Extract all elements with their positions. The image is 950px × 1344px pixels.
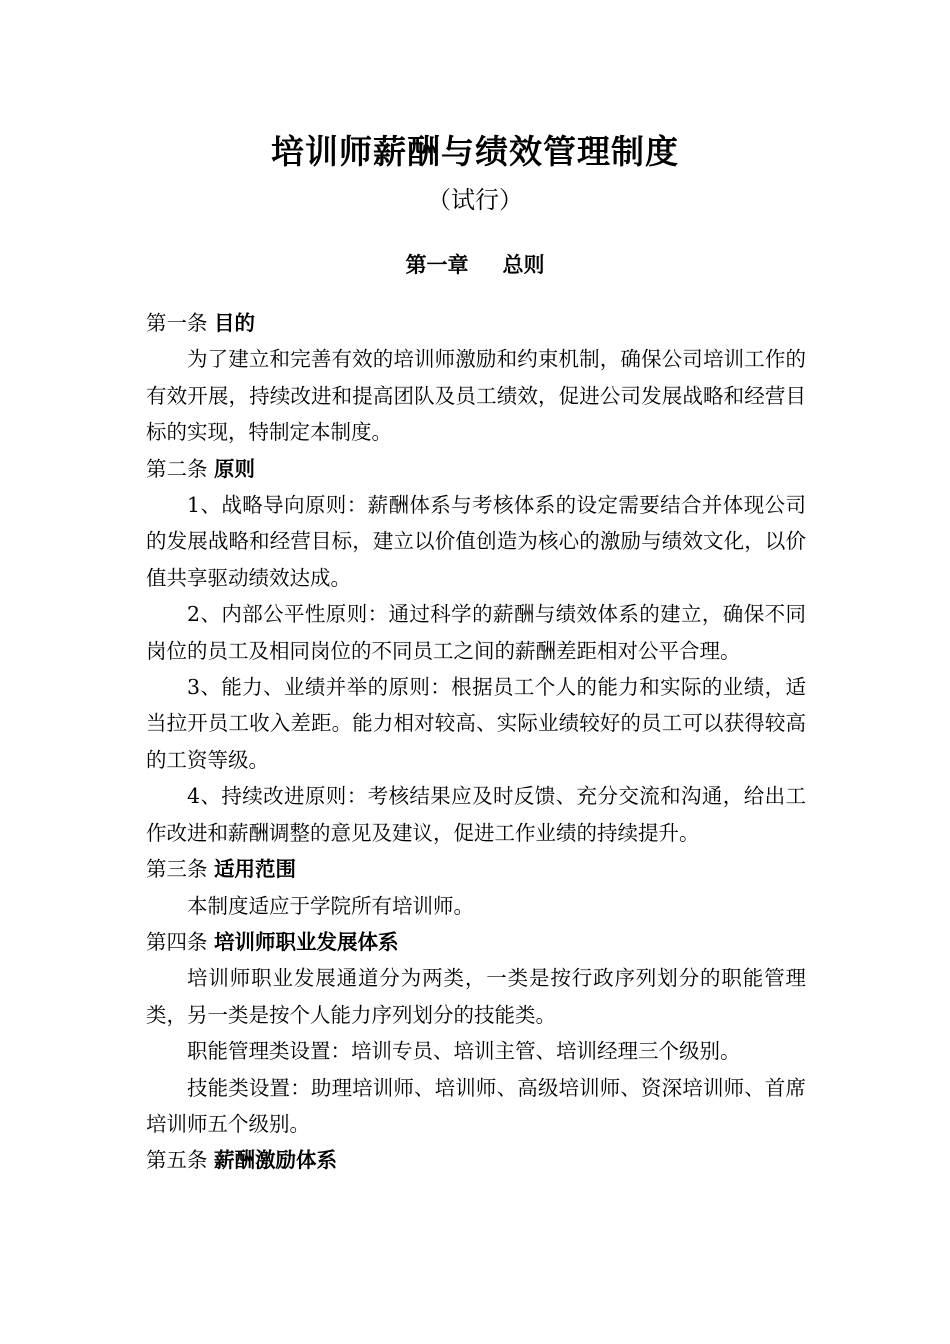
article-paragraph: 为了建立和完善有效的培训师激励和约束机制，确保公司培训工作的有效开展，持续改进和提高团队及员工绩效，促进公司发展战略和经营目标的实现，特制定本制度。 xyxy=(146,347,806,445)
article-label: 第一条 xyxy=(146,311,208,335)
article-heading xyxy=(146,451,806,487)
article-label: 第五条 xyxy=(146,1148,208,1173)
article-paragraph: 本制度适应于学院所有培训师。 xyxy=(187,893,474,918)
article-heading xyxy=(146,1142,806,1178)
article-title: 原则 xyxy=(214,456,256,481)
article-paragraph: 1、战略导向原则：薪酬体系与考核体系的设定需要结合并体现公司的发展战略和经营目标，建立以价值创造为核心的激励与绩效文化，以价值共享驱动绩效达成。 xyxy=(146,493,806,590)
article-heading xyxy=(146,851,806,887)
article-title: 目的 xyxy=(214,311,256,335)
article-label: 第三条 xyxy=(146,857,208,882)
article-paragraph: 2、内部公平性原则：通过科学的薪酬与绩效体系的建立，确保不同岗位的员工及相同岗位的不同员工之间的薪酬差距相对公平合理。 xyxy=(146,602,806,663)
article-title: 培训师职业发展体系 xyxy=(214,929,399,954)
article-label: 第四条 xyxy=(146,929,208,954)
chapter-name: 总则 xyxy=(502,252,545,277)
article-paragraph: 技能类设置：助理培训师、培训师、高级培训师、资深培训师、首席培训师五个级别。 xyxy=(146,1075,806,1136)
article-paragraph: 4、持续改进原则：考核结果应及时反馈、充分交流和沟通，给出工作改进和薪酬调整的意见及建议，促进工作业绩的持续提升。 xyxy=(146,784,806,845)
chapter-heading xyxy=(0,249,950,281)
article-paragraph: 3、能力、业绩并举的原则：根据员工个人的能力和实际的业绩，适当拉开员工收入差距。能力相对较高、实际业绩较好的员工可以获得较高的工资等级。 xyxy=(146,675,806,772)
article-label: 第二条 xyxy=(146,456,208,481)
chapter-number: 第一章 xyxy=(405,252,469,277)
document-subtitle: （试行） xyxy=(427,186,523,214)
article-paragraph: 职能管理类设置：培训专员、培训主管、培训经理三个级别。 xyxy=(187,1039,741,1064)
article-heading xyxy=(146,305,806,341)
article-title: 适用范围 xyxy=(214,857,297,882)
article-title: 薪酬激励体系 xyxy=(214,1148,338,1173)
document-title: 培训师薪酬与绩效管理制度 xyxy=(271,132,679,171)
document-body xyxy=(146,305,806,1179)
article-paragraph: 培训师职业发展通道分为两类，一类是按行政序列划分的职能管理类，另一类是按个人能力序列划分的技能类。 xyxy=(146,966,806,1027)
article-heading xyxy=(146,924,806,960)
